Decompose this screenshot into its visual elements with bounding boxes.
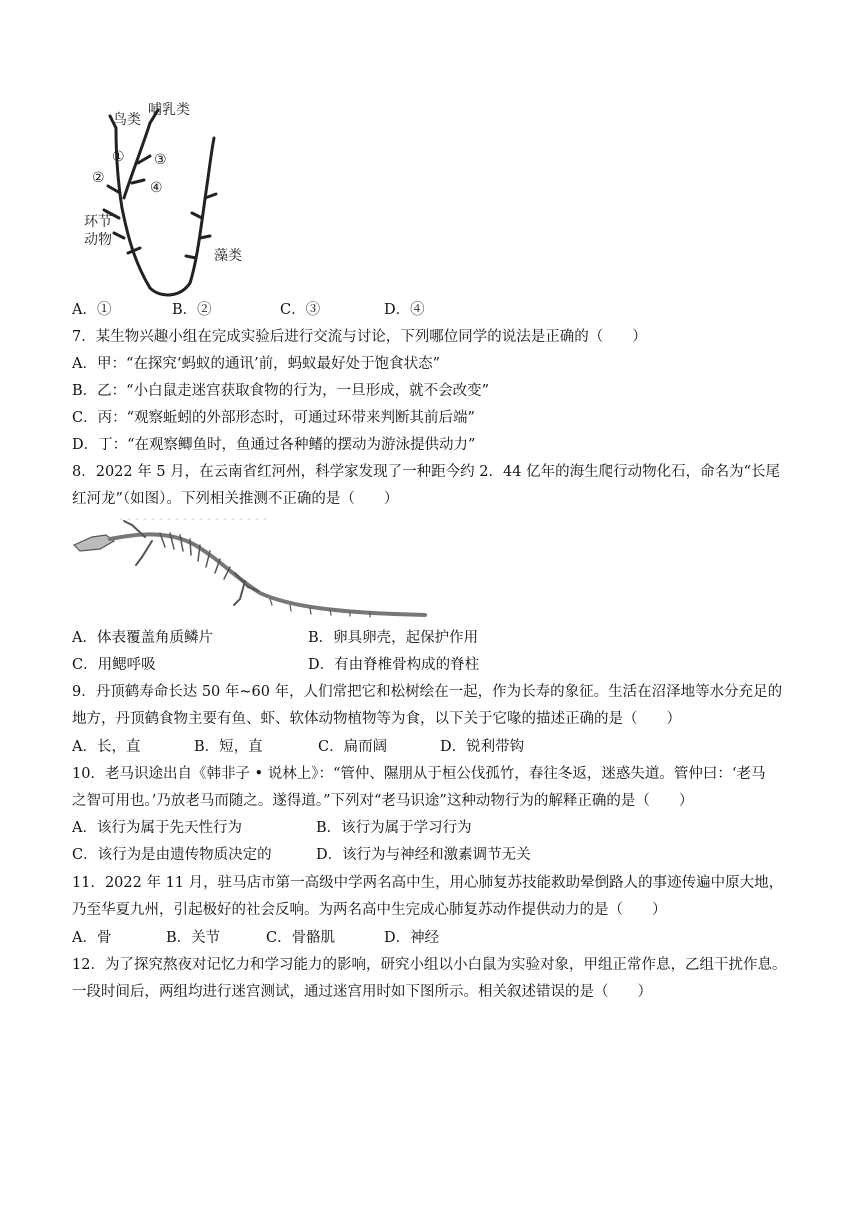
q9-stem-line2: 地方，丹顶鹤食物主要有鱼、虾、软体动物植物等为食，以下关于它喙的描述正确的是（ ） [72, 711, 681, 727]
q8-stem-line1: 8．2022 年 5 月，在云南省红河州，科学家发现了一种距今约 2．44 亿年的海生爬行动物化石，命名为“长尾 [72, 464, 780, 480]
fossil-figure [70, 515, 430, 620]
q10-option-b: B．该行为属于学习行为 [316, 820, 472, 836]
q11-option-d: D．神经 [384, 930, 440, 946]
marker-1: ① [112, 149, 125, 165]
q8-option-c: C．用鳃呼吸 [72, 657, 156, 673]
q10-option-d: D．该行为与神经和激素调节无关 [316, 847, 531, 863]
q7-stem: 7．某生物兴趣小组在完成实验后进行交流与讨论，下列哪位同学的说法是正确的（ ） [72, 329, 647, 345]
q12-stem-line2: 一段时间后，两组均进行迷宫测试，通过迷宫用时如下图所示。相关叙述错误的是（ ） [72, 984, 652, 1000]
q10-stem-line1: 10．老马识途出自《韩非子 • 说林上》：“管仲、隰朋从于桓公伐孤竹，春往冬返，迷惑失道。管仲曰：‘老马 [72, 766, 766, 782]
q7-option-a: A．甲：“在探究‘蚂蚁的通讯’前，蚂蚁最好处于饱食状态” [72, 356, 441, 372]
annelids-label-line1: 环节 [84, 214, 112, 230]
evolution-tree-figure [80, 98, 260, 298]
q8-option-b: B．卵具卵壳，起保护作用 [308, 630, 479, 646]
marker-2: ② [92, 170, 105, 186]
marker-3: ③ [154, 152, 167, 168]
q11-stem-line1: 11．2022 年 11 月，驻马店市第一高级中学两名高中生，用心肺复苏技能救助晕倒路人的事迹传遍中原大地， [72, 875, 784, 891]
mammals-label: 哺乳类 [148, 102, 190, 118]
q9-option-b: B．短，直 [194, 739, 263, 755]
q10-stem-line2: 之智可用也。’乃放老马而随之。遂得道。”下列对“老马识途”这种动物行为的解释正确的是（ ） [72, 793, 694, 809]
q11-option-b: B．关节 [166, 930, 221, 946]
q9-stem-line1: 9．丹顶鹤寿命长达 50 年~60 年，人们常把它和松树绘在一起，作为长寿的象征。生活在沼泽地等水分充足的 [72, 684, 783, 700]
q8-stem-line2: 红河龙”（如图）。下列相关推测不正确的是（ ） [72, 491, 399, 507]
q6-option-d: D．④ [384, 302, 425, 318]
q6-option-a: A．① [72, 302, 112, 318]
q12-stem-line1: 12．为了探究熬夜对记忆力和学习能力的影响，研究小组以小白鼠为实验对象，甲组正常作息，乙组干扰作息。 [72, 957, 787, 973]
q11-option-c: C．骨骼肌 [266, 930, 336, 946]
q8-option-d: D．有由脊椎骨构成的脊柱 [308, 657, 480, 673]
q7-option-c: C．丙：“观察蚯蚓的外部形态时，可通过环带来判断其前后端” [72, 410, 475, 426]
q7-option-b: B．乙：“小白鼠走迷宫获取食物的行为，一旦形成，就不会改变” [72, 383, 489, 399]
q11-stem-line2: 乃至华夏九州，引起极好的社会反响。为两名高中生完成心肺复苏动作提供动力的是（ ） [72, 902, 667, 918]
q10-option-a: A．该行为属于先天性行为 [72, 820, 242, 836]
q9-option-d: D．锐利带钩 [440, 739, 525, 755]
q6-option-b: B．② [172, 302, 212, 318]
q10-option-c: C．该行为是由遗传物质决定的 [72, 847, 272, 863]
q6-option-c: C．③ [280, 302, 321, 318]
q9-option-c: C．扁而阔 [318, 739, 388, 755]
annelids-label-line2: 动物 [84, 232, 112, 248]
birds-label: 鸟类 [113, 112, 141, 128]
marker-4: ④ [150, 180, 163, 196]
q7-option-d: D．丁：“在观察鲫鱼时，鱼通过各种鳍的摆动为游泳提供动力” [72, 437, 476, 453]
q11-option-a: A．骨 [72, 930, 112, 946]
q8-option-a: A．体表覆盖角质鳞片 [72, 630, 213, 646]
q9-option-a: A．长，直 [72, 739, 141, 755]
algae-label: 藻类 [214, 248, 242, 264]
